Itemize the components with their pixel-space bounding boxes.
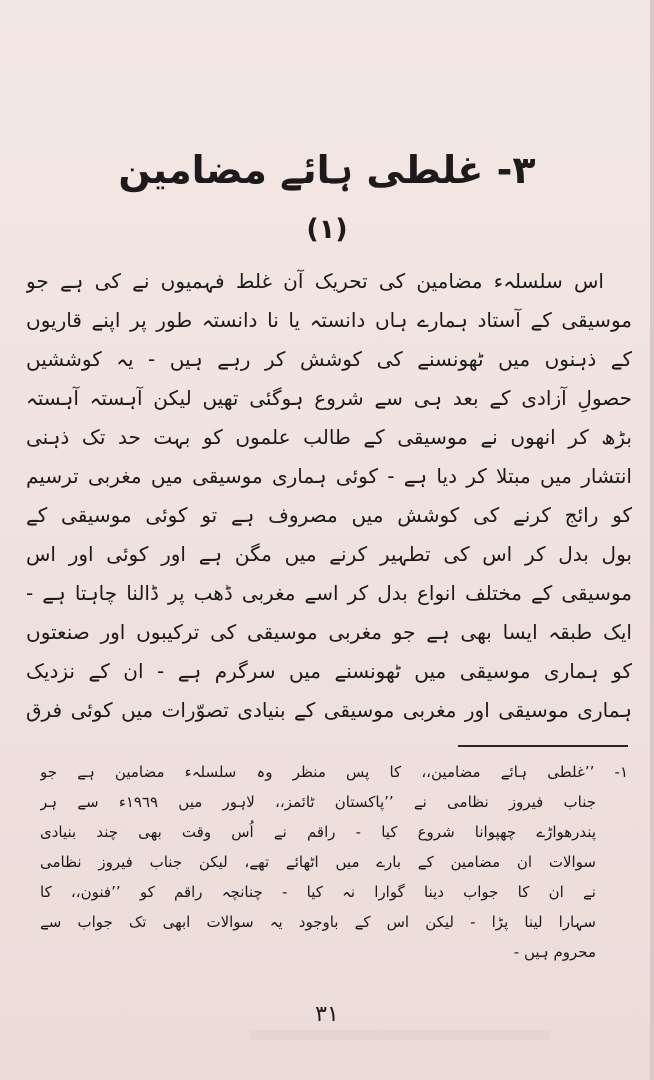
footnote-line: نے ان کا جواب دینا گوارا نہ کیا - چنانچہ راقم کو ’’فنون،، کا xyxy=(40,883,596,901)
body-line: بڑھ کر انھوں نے موسیقی کے طالب علموں کو بہت حد تک ذہنی xyxy=(26,425,632,449)
footnote-line: سہارا لینا پڑا - لیکن اس کے باوجود یہ سوالات ابھی تک جواب سے xyxy=(40,913,596,931)
body-line: ہماری موسیقی اور مغربی موسیقی کے بنیادی تصوّرات میں کوئی فرق xyxy=(26,698,632,722)
body-line: اس سلسلہء مضامین کی تحریک آن غلط فہمیوں نے کی ہے جو xyxy=(26,269,604,293)
footnote-line: ١- ’’غلطی ہائے مضامین،، کا پس منظر وہ سلسلہء مضامین ہے جو xyxy=(40,763,628,781)
body-line: کو رائج کرنے کی کوشش میں مصروف ہے تو کوئی موسیقی کے xyxy=(26,503,632,527)
footnote-line: محروم ہیں - xyxy=(513,943,596,961)
body-line: کو ہماری موسیقی میں ٹھونسنے میں سرگرم ہے - ان کے نزدیک xyxy=(26,659,632,683)
body-line: حصولِ آزادی کے بعد ہی سے شروع ہوگئی تھیں لیکن آہستہ آہستہ xyxy=(26,386,632,410)
page-number: ٣١ xyxy=(315,1002,339,1027)
show-through-marks xyxy=(250,1030,550,1040)
section-number: (١) xyxy=(306,214,348,245)
body-line: موسیقی کے آستاد ہمارے ہاں دانستہ یا نا دانستہ طور پر اپنے قاریوں xyxy=(26,308,632,332)
body-line: کے ذہنوں میں ٹھونسنے کی کوشش کر رہے ہیں - یہ کوششیں xyxy=(26,347,632,371)
footnote-line: پندرھواڑے چھپوانا شروع کیا - راقم نے اُس وقت بھی چند بنیادی xyxy=(40,823,596,841)
footnote-divider xyxy=(458,745,628,747)
footnote-line: سوالات ان مضامین کے بارے میں اٹھائے تھے، لیکن جناب فیروز نظامی xyxy=(40,853,596,871)
body-line: موسیقی کے مختلف انواع بدل کر اسے مغربی ڈھب پر ڈالنا چاہتا ہے - xyxy=(26,581,632,605)
footnote-line: جناب فیروز نظامی نے ’’پاکستان ٹائمز،، لاہور میں ١٩٦٩ء سے ہر xyxy=(40,793,596,811)
body-text xyxy=(26,262,632,730)
body-line: ایک طبقہ ایسا بھی ہے جو مغربی موسیقی کی ترکیبوں اور صنعتوں xyxy=(26,620,632,644)
body-line: انتشار میں مبتلا کر دیا ہے - کوئی ہماری موسیقی میں مغربی ترسیم xyxy=(26,464,632,488)
body-line: بول بدل کر اس کی تطہیر کرنے میں مگن ہے اور کوئی اور اس xyxy=(26,542,632,566)
footnote xyxy=(40,757,628,967)
chapter-title: ٣- غلطی ہائے مضامین xyxy=(118,148,536,192)
